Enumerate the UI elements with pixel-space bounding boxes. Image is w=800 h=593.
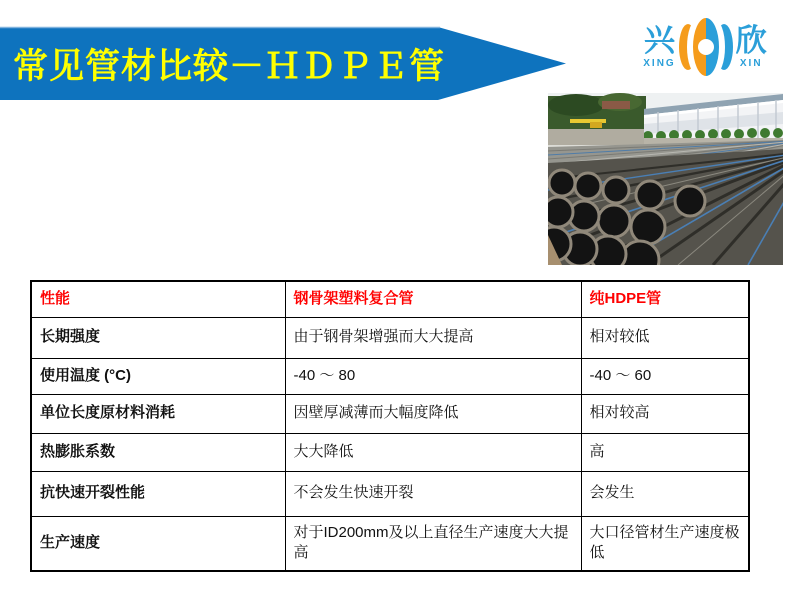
table-row	[31, 394, 749, 433]
property-label-cell: 使用温度 (°C)	[31, 358, 285, 394]
composite-value-cell: 大大降低	[285, 433, 581, 471]
property-label-cell: 单位长度原材料消耗	[31, 394, 285, 433]
composite-value-cell: 不会发生快速开裂	[285, 471, 581, 516]
property-label-cell: 生产速度	[31, 516, 285, 571]
slide-title: 常见管材比较－ＨＤＰＥ管	[13, 46, 446, 86]
hdpe-value-cell: 会发生	[581, 471, 749, 516]
composite-value-cell: 因壁厚减薄而大幅度降低	[285, 394, 581, 433]
table-row	[31, 516, 749, 571]
logo-right-block	[736, 25, 767, 69]
header-property: 性能	[31, 281, 285, 317]
hdpe-value-cell: 大口径管材生产速度极低	[581, 516, 749, 571]
hdpe-pipes-photo	[548, 93, 783, 265]
property-label-cell: 热膨胀系数	[31, 433, 285, 471]
logo-char-xing: 兴	[643, 23, 675, 58]
composite-value-cell: -40 ～ 80	[285, 358, 581, 394]
hdpe-value-cell: 相对较高	[581, 394, 749, 433]
hdpe-value-cell: 相对较低	[581, 317, 749, 358]
company-logo	[626, 12, 784, 82]
table-row	[31, 317, 749, 358]
header-composite-pipe: 钢骨架塑料复合管	[285, 281, 581, 317]
property-label-cell: 长期强度	[31, 317, 285, 358]
table-row	[31, 358, 749, 394]
title-banner	[0, 26, 568, 101]
composite-value-cell: 由于钢骨架增强而大大提高	[285, 317, 581, 358]
table-row	[31, 433, 749, 471]
logo-left-block	[643, 25, 675, 69]
logo-caption-xin: XIN	[739, 58, 763, 69]
hdpe-value-cell: -40 ～ 60	[581, 358, 749, 394]
header-hdpe-pipe: 纯HDPE管	[581, 281, 749, 317]
comparison-table	[30, 280, 750, 572]
table-header-row	[31, 281, 749, 317]
hdpe-value-cell: 高	[581, 433, 749, 471]
composite-value-cell: 对于ID200mm及以上直径生产速度大大提高	[285, 516, 581, 571]
table-row	[31, 471, 749, 516]
logo-caption-xing: XING	[643, 58, 676, 69]
property-label-cell: 抗快速开裂性能	[31, 471, 285, 516]
logo-emblem-icon	[679, 14, 733, 80]
logo-char-xin: 欣	[735, 23, 767, 58]
